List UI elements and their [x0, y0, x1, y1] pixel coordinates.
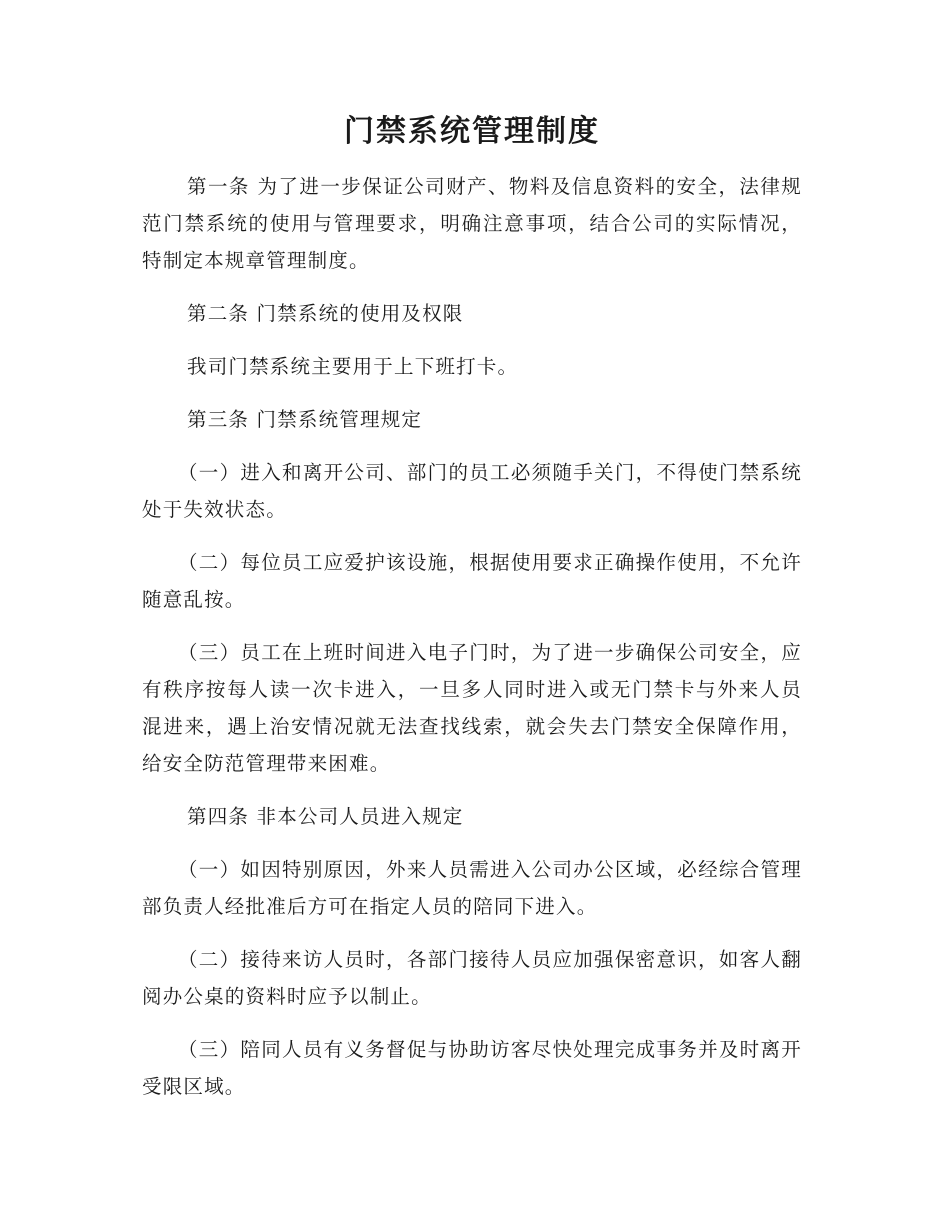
article-2-body: 我司门禁系统主要用于上下班打卡。 — [187, 355, 519, 378]
article-3-item-1: （一）进入和离开公司、部门的员工必须随手关门，不得使门禁系统处于失效状态。 — [142, 461, 802, 521]
document-page — [142, 108, 802, 1121]
article-4-item-1: （一）如因特别原因，外来人员需进入公司办公区域，必经综合管理部负责人经批准后方可在指定人员的陪同下进入。 — [142, 858, 802, 918]
article-3-item-3: （三）员工在上班时间进入电子门时，为了进一步确保公司安全，应有秩序按每人读一次卡进入，一旦多人同时进入或无门禁卡与外来人员混进来，遇上治安情况就无法查找线索，就会失去门禁安全保障作用，给安全防范管理带来困难。 — [142, 641, 802, 775]
article-4-item-3: （三）陪同人员有义务督促与协助访客尽快处理完成事务并及时离开受限区域。 — [142, 1038, 802, 1098]
article-4-heading: 第四条 非本公司人员进入规定 — [187, 805, 464, 828]
document-title: 门禁系统管理制度 — [344, 114, 600, 149]
article-2-heading: 第二条 门禁系统的使用及权限 — [187, 302, 464, 325]
article-3-item-2: （二）每位员工应爱护该设施，根据使用要求正确操作使用，不允许随意乱按。 — [142, 551, 802, 611]
article-1: 第一条 为了进一步保证公司财产、物料及信息资料的安全，法律规范门禁系统的使用与管理要求，明确注意事项，结合公司的实际情况，特制定本规章管理制度。 — [142, 175, 802, 272]
article-4-item-2: （二）接待来访人员时，各部门接待人员应加强保密意识，如客人翻阅办公桌的资料时应予以制止。 — [142, 948, 802, 1008]
article-3-heading: 第三条 门禁系统管理规定 — [187, 408, 423, 431]
